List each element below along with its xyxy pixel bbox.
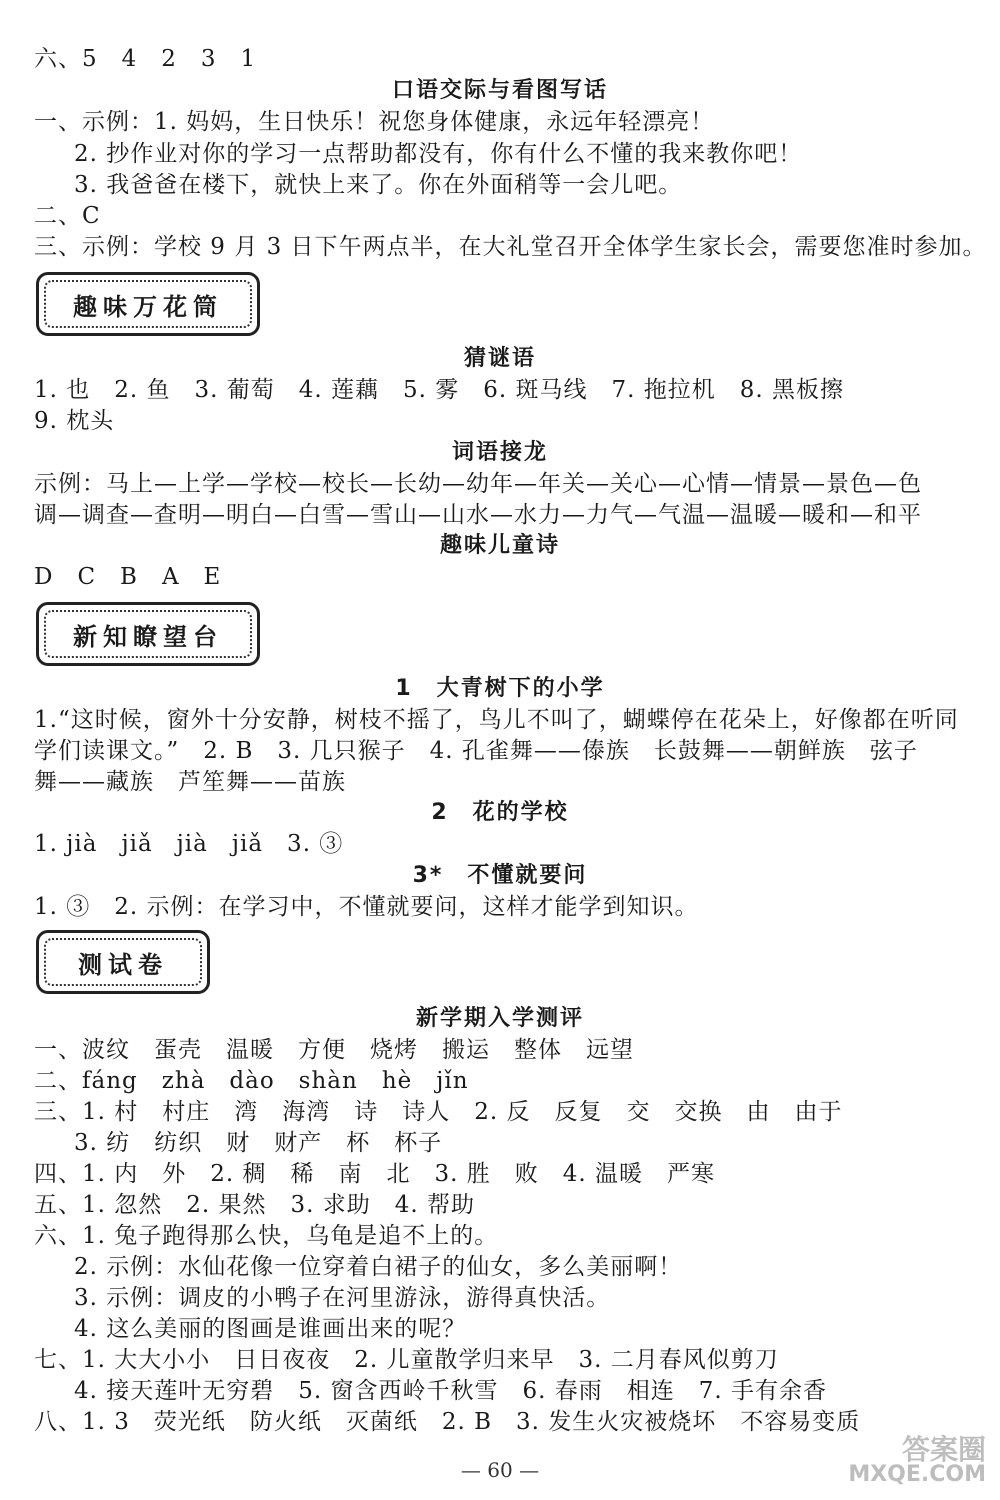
- answer-line: 五、1. 忽然 2. 果然 3. 求助 4. 帮助: [34, 1192, 476, 1218]
- answer-line: 一、示例：1. 妈妈，生日快乐！祝您身体健康，永远年轻漂亮！: [34, 109, 715, 135]
- section-heading: 词语接龙: [451, 440, 548, 465]
- answer-line: 3. 纺 纺织 财 财产 杯 杯子: [74, 1130, 443, 1156]
- banner-label: 新知瞭望台: [73, 622, 223, 651]
- answer-line: 3. 我爸爸在楼下，就快上来了。你在外面稍等一会儿吧。: [74, 172, 683, 198]
- answer-line: 1.“这时候，窗外十分安静，树枝不摇了，鸟儿不叫了，蝴蝶停在花朵上，好像都在听同: [34, 707, 959, 733]
- answer-line: 4. 这么美丽的图画是谁画出来的呢？: [74, 1316, 467, 1342]
- section-heading: 1 大青树下的小学: [395, 676, 605, 701]
- answer-line: 1. jià jiǎ jià jiǎ 3. ③: [34, 831, 344, 857]
- answer-line: 1. ③ 2. 示例：在学习中，不懂就要问，这样才能学到知识。: [34, 894, 699, 920]
- answer-line: 三、示例：学校 9 月 3 日下午两点半，在大礼堂召开全体学生家长会，需要您准时参加。: [34, 234, 987, 260]
- answer-line: 示例：马上—上学—学校—校长—长幼—幼年—年关—关心—心情—情景—景色—色: [34, 471, 922, 497]
- answer-line: 9. 枕头: [34, 408, 115, 434]
- section-banner: [36, 930, 210, 994]
- section-banner: [36, 602, 260, 666]
- answer-line: 七、1. 大大小小 日日夜夜 2. 儿童散学归来早 3. 二月春风似剪刀: [34, 1347, 779, 1373]
- answer-line: 3. 示例：调皮的小鸭子在河里游泳，游得真快活。: [74, 1285, 611, 1311]
- answer-line: 四、1. 内 外 2. 稠 稀 南 北 3. 胜 败 4. 温暖 严寒: [34, 1161, 716, 1187]
- section-heading: 3* 不懂就要问: [412, 863, 588, 888]
- answer-line: D C B A E: [34, 564, 222, 590]
- answer-line: 2. 抄作业对你的学习一点帮助都没有，你有什么不懂的我来教你吧！: [74, 141, 803, 167]
- section-heading: 新学期入学测评: [415, 1006, 584, 1031]
- answer-line: 1. 也 2. 鱼 3. 葡萄 4. 莲藕 5. 雾 6. 斑马线 7. 拖拉机 8. 黑板擦: [34, 377, 845, 403]
- answer-line: 4. 接天莲叶无穷碧 5. 窗含西岭千秋雪 6. 春雨 相连 7. 手有余香: [74, 1378, 828, 1404]
- answer-line: 六、5 4 2 3 1: [34, 46, 257, 72]
- section-heading: 口语交际与看图写话: [391, 78, 608, 103]
- answer-line: 六、1. 兔子跑得那么快，乌龟是追不上的。: [34, 1223, 499, 1249]
- answer-line: 八、1. 3 荧光纸 防火纸 灭菌纸 2. B 3. 发生火灾被烧坏 不容易变质: [34, 1409, 861, 1435]
- banner-label: 趣味万花筒: [73, 292, 223, 321]
- answer-line: 二、C: [34, 203, 101, 229]
- section-banner: [36, 272, 260, 336]
- answer-line: 舞——藏族 芦笙舞——苗族: [34, 769, 346, 795]
- page-number: — 60 —: [460, 1458, 540, 1482]
- answer-line: 学们读课文。” 2. B 3. 几只猴子 4. 孔雀舞——傣族 长鼓舞——朝鲜族 弦子: [34, 738, 918, 764]
- answer-line: 调—调查—查明—明白—白雪—雪山—山水—水力—力气—气温—温暖—暖和—和平: [34, 502, 922, 528]
- answer-line: 2. 示例：水仙花像一位穿着白裙子的仙女，多么美丽啊！: [74, 1254, 683, 1280]
- watermark-logo: 答案圈: [901, 1433, 986, 1466]
- section-heading: 2 花的学校: [431, 800, 569, 825]
- watermark-url: MXQE.COM: [848, 1462, 986, 1487]
- section-heading: 趣味儿童诗: [439, 533, 560, 558]
- banner-label: 测试卷: [78, 950, 168, 979]
- answer-line: 三、1. 村 村庄 湾 海湾 诗 诗人 2. 反 反复 交 交换 由 由于: [34, 1099, 843, 1125]
- answer-line: 一、波纹 蛋壳 温暖 方便 烧烤 搬运 整体 远望: [34, 1037, 634, 1063]
- section-heading: 猜谜语: [463, 346, 536, 371]
- answer-line: 二、fáng zhà dào shàn hè jǐn: [34, 1068, 469, 1094]
